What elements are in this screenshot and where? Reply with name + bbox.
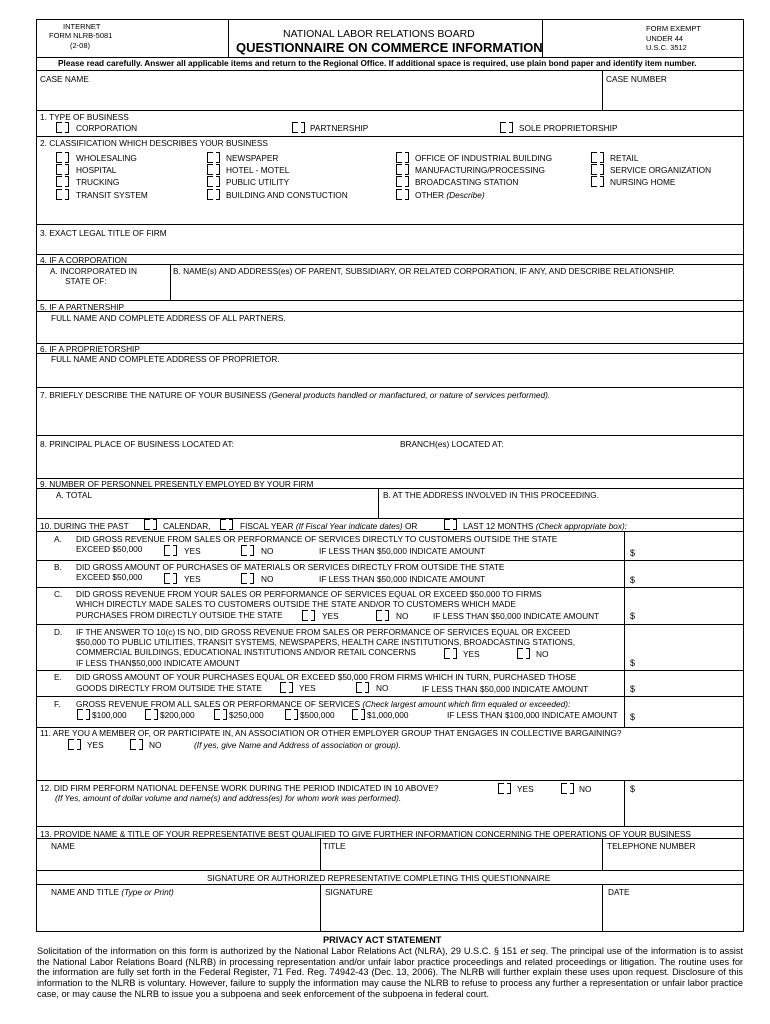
q10-e-if-label: IF LESS THAN $50,000 INDICATE AMOUNT	[422, 684, 589, 694]
q13-name-label: NAME	[51, 841, 75, 851]
q10-f-if-label: IF LESS THAN $100,000 INDICATE AMOUNT	[447, 710, 618, 720]
q10-e-no-checkbox[interactable]	[356, 682, 362, 693]
q2-manufacturing-checkbox[interactable]	[396, 164, 402, 175]
q10-a-line1: DID GROSS REVENUE FROM SALES OR PERFORMANCE OF SERVICES DIRECTLY TO CUSTOMERS OUTSIDE THE STATE	[76, 534, 558, 544]
q9-label: 9. NUMBER OF PERSONNEL PRESENTLY EMPLOYED BY YOUR FIRM	[40, 479, 314, 489]
q10-c-yes-label: YES	[322, 611, 339, 621]
q10-c-line3: PURCHASES FROM DIRECTLY OUTSIDE THE STATE	[76, 610, 283, 620]
q2-building-label: BUILDING AND CONSTUCTION	[226, 190, 348, 200]
q10-a-line2: EXCEED $50,000	[76, 544, 143, 554]
q2-wholesaling-checkbox[interactable]	[56, 152, 62, 163]
privacy-et-seq: et seq	[520, 946, 546, 956]
q10-last12-label: LAST 12 MONTHS (Check appropriate box):	[463, 521, 628, 531]
signature-heading: SIGNATURE OR AUTHORIZED REPRESENTATIVE COMPLETING THIS QUESTIONNAIRE	[207, 873, 551, 883]
q8-branch-label: BRANCH(es) LOCATED AT:	[400, 439, 504, 449]
q2-hotel-checkbox[interactable]	[207, 164, 213, 175]
q10-c-dollar: $	[630, 611, 636, 621]
instructions: Please read carefully. Answer all applicable items and return to the Regional Office. If additional space is required, use plain bond paper and identify item number.	[58, 58, 697, 68]
q10-fiscal-hint: (If Fiscal Year indicate dates)	[295, 521, 403, 531]
q2-manufacturing-label: MANUFACTURING/PROCESSING	[415, 165, 545, 175]
q2-building-checkbox[interactable]	[207, 189, 213, 200]
q10-b-letter: B.	[54, 562, 62, 572]
q4-label: 4. IF A CORPORATION	[40, 255, 127, 265]
q7-hint: (General products handled or manfactured, or nature of services performed).	[268, 390, 551, 400]
q10-f-line1: GROSS REVENUE FROM ALL SALES OR PERFORMANCE OF SERVICES (Check largest amount which firm equaled or exceeded):	[76, 699, 571, 709]
q2-hospital-checkbox[interactable]	[56, 164, 62, 175]
q10-c-yes-checkbox[interactable]	[302, 610, 308, 621]
q10-d-no-label: NO	[536, 649, 549, 659]
q13-phone-label: TELEPHONE NUMBER	[607, 841, 696, 851]
q8-label: 8. PRINCIPAL PLACE OF BUSINESS LOCATED AT:	[40, 439, 234, 449]
q1-partnership-checkbox[interactable]	[292, 122, 298, 133]
q10-d-yes-checkbox[interactable]	[444, 648, 450, 659]
q10-c-no-label: NO	[396, 611, 409, 621]
q10-calendar-checkbox[interactable]	[144, 519, 150, 530]
q2-office-checkbox[interactable]	[396, 152, 402, 163]
q10-f-letter: F.	[54, 699, 61, 709]
q10-c-line2: WHICH DIRECTLY MADE SALES TO CUSTOMERS OUTSIDE THE STATE AND/OR TO CUSTOMERS WHICH MADE	[76, 599, 516, 609]
q10-d-line4: IF LESS THAN$50,000 INDICATE AMOUNT	[76, 658, 240, 668]
q3-label: 3. EXACT LEGAL TITLE OF FIRM	[40, 228, 167, 238]
form-id-line2: FORM NLRB-5081	[49, 31, 113, 40]
q2-transit-label: TRANSIT SYSTEM	[76, 190, 148, 200]
q10-d-line1: IF THE ANSWER TO 10(c) IS NO, DID GROSS REVENUE FROM SALES OR PERFORMANCE OF SERVICES EQUAL OR EXCEED	[76, 627, 571, 637]
q10-b-no-label: NO	[261, 574, 274, 584]
q10-last12-checkbox[interactable]	[444, 519, 450, 530]
signature-date-label: DATE	[608, 887, 630, 897]
q10-d-yes-label: YES	[463, 649, 480, 659]
q11-yes-label: YES	[87, 740, 104, 750]
q2-office-label: OFFICE OF INDUSTRIAL BUILDING	[415, 153, 553, 163]
q1-corporation-label: CORPORATION	[76, 123, 138, 133]
q2-broadcasting-checkbox[interactable]	[396, 176, 402, 187]
q2-retail-label: RETAIL	[610, 153, 639, 163]
form-id-line3: (2-08)	[70, 41, 91, 50]
q12-hint: (If Yes, amount of dollar volume and name(s) and address(es) for whom work was performed).	[55, 793, 402, 803]
q10-f-100k-checkbox[interactable]	[77, 709, 83, 720]
q10-d-no-checkbox[interactable]	[517, 648, 523, 659]
q9-b-label: B. AT THE ADDRESS INVOLVED IN THIS PROCEEDING.	[383, 490, 599, 500]
q2-broadcasting-label: BROADCASTING STATION	[415, 177, 519, 187]
q10-e-line2: GOODS DIRECTLY FROM OUTSIDE THE STATE	[76, 683, 262, 693]
q1-partnership-label: PARTNERSHIP	[310, 123, 369, 133]
q10-b-yes-checkbox[interactable]	[164, 573, 170, 584]
exempt-line3: U.S.C. 3512	[646, 43, 687, 52]
q10-f-1m-checkbox[interactable]	[352, 709, 358, 720]
q10-e-dollar: $	[630, 684, 636, 694]
q2-service-checkbox[interactable]	[591, 164, 597, 175]
q2-hospital-label: HOSPITAL	[76, 165, 117, 175]
q12-no-checkbox[interactable]	[561, 783, 567, 794]
q7-label: 7. BRIEFLY DESCRIBE THE NATURE OF YOUR BUSINESS (General products handled or manfactured, or nature of services performed).	[40, 390, 551, 400]
q2-retail-checkbox[interactable]	[591, 152, 597, 163]
q2-service-label: SERVICE ORGANIZATION	[610, 165, 712, 175]
q2-wholesaling-label: WHOLESALING	[76, 153, 137, 163]
q10-b-if-label: IF LESS THAN $50,000 INDICATE AMOUNT	[319, 574, 486, 584]
q2-newspaper-checkbox[interactable]	[207, 152, 213, 163]
q10-b-line1: DID GROSS AMOUNT OF PURCHASES OF MATERIALS OR SERVICES DIRECTLY FROM OUTSIDE THE STATE	[76, 562, 505, 572]
q2-utility-checkbox[interactable]	[207, 176, 213, 187]
q1-sole-checkbox[interactable]	[500, 122, 506, 133]
exempt-line2: UNDER 44	[646, 34, 684, 43]
q10-a-no-label: NO	[261, 546, 274, 556]
signature-name-title-hint: (Type or Print)	[121, 887, 174, 897]
q10-c-letter: C.	[54, 589, 63, 599]
q10-fiscal-checkbox[interactable]	[220, 519, 226, 530]
q2-other-label: OTHER (Describe)	[415, 190, 485, 200]
q10-a-yes-checkbox[interactable]	[164, 545, 170, 556]
q10-fiscal-label: FISCAL YEAR (If Fiscal Year indicate dates) OR	[240, 521, 418, 531]
q2-trucking-label: TRUCKING	[76, 177, 120, 187]
q12-yes-label: YES	[517, 784, 534, 794]
privacy-body: Solicitation of the information on this form is authorized by the National Labor Relations Act (NLRA), 29 U.S.C. § 151 et seq. The principal use of the information is to assist the National Labor Relations Board (NLRB) in processing representation and/or unfair labor practice proceedings and related proceedings or litigation. The routine uses for the information are fully set forth in the Federal Register, 71 Fed. Reg. 74942-43 (Dec. 13, 2006). The NLRB will further explain these uses upon request. Disclosure of this information to the NLRB is voluntary. However, failure to supply the information may cause the NLRB to refuse to process any further a representation or unfair labor practice case, or may cause the NLRB to issue you a subpoena and seek enforcement of the subpoena in federal court.	[37, 946, 743, 999]
q2-trucking-checkbox[interactable]	[56, 176, 62, 187]
q5-label: 5. IF A PARTNERSHIP	[40, 302, 125, 312]
form-id-line1: INTERNET	[63, 22, 101, 31]
q10-f-250k-checkbox[interactable]	[214, 709, 220, 720]
privacy-heading: PRIVACY ACT STATEMENT	[323, 935, 442, 945]
q12-label: 12. DID FIRM PERFORM NATIONAL DEFENSE WORK DURING THE PERIOD INDICATED IN 10 ABOVE?	[40, 783, 439, 793]
q13-title-label: TITLE	[323, 841, 346, 851]
q11-no-label: NO	[149, 740, 162, 750]
q10-f-1m-label: $1,000,000	[367, 710, 409, 720]
q10-e-yes-label: YES	[299, 683, 316, 693]
q12-dollar: $	[630, 784, 636, 794]
q2-nursing-label: NURSING HOME	[610, 177, 676, 187]
q2-other-checkbox[interactable]	[396, 189, 402, 200]
q10-d-line3: COMMERCIAL BUILDINGS, EDUCATIONAL INSTITUTIONS AND/OR RETAIL CONCERNS	[76, 647, 416, 657]
q10-a-yes-label: YES	[184, 546, 201, 556]
q1-corporation-checkbox[interactable]	[56, 122, 62, 133]
q1-sole-label: SOLE PROPRIETORSHIP	[519, 123, 618, 133]
q10-e-line1: DID GROSS AMOUNT OF YOUR PURCHASES EQUAL OR EXCEED $50,000 FROM FIRMS WHICH IN TURN, PURCHASED THOSE	[76, 672, 577, 682]
q10-c-no-checkbox[interactable]	[376, 610, 382, 621]
q10-d-line2: $50,000 TO PUBLIC UTILITIES, TRANSIT SYSTEMS, NEWSPAPERS, HEALTH CARE INSTITUTIONS, BROADCASTING STATIONS,	[76, 637, 575, 647]
q2-newspaper-label: NEWSPAPER	[226, 153, 279, 163]
q6-sub: FULL NAME AND COMPLETE ADDRESS OF PROPRIETOR.	[51, 354, 280, 364]
q5-sub: FULL NAME AND COMPLETE ADDRESS OF ALL PARTNERS.	[51, 313, 286, 323]
form-title: QUESTIONNAIRE ON COMMERCE INFORMATION	[236, 40, 543, 55]
q2-utility-label: PUBLIC UTILITY	[226, 177, 290, 187]
q10-b-yes-label: YES	[184, 574, 201, 584]
q11-yes-checkbox[interactable]	[68, 739, 74, 750]
q11-hint: (If yes, give Name and Address of association or group).	[194, 740, 401, 750]
q10-f-200k-label: $200,000	[160, 710, 195, 720]
q10-calendar-label: CALENDAR,	[163, 521, 211, 531]
q10-e-letter: E.	[54, 672, 62, 682]
q2-other-hint: (Describe)	[446, 190, 485, 200]
q2-hotel-label: HOTEL - MOTEL	[226, 165, 290, 175]
q10-f-dollar: $	[630, 712, 636, 722]
q4-a-line2: STATE OF:	[65, 276, 107, 286]
q10-f-hint: (Check largest amount which firm equaled or exceeded):	[362, 699, 571, 709]
q1-label: 1. TYPE OF BUSINESS	[40, 112, 129, 122]
q10-b-dollar: $	[630, 575, 636, 585]
q10-intro: 10. DURING THE PAST	[40, 521, 129, 531]
q11-label: 11. ARE YOU A MEMBER OF, OR PARTICIPATE IN, AN ASSOCIATION OR OTHER EMPLOYER GROUP THAT ENGAGES IN COLLECTIVE BARGAINING?	[40, 728, 622, 738]
q10-a-dollar: $	[630, 548, 636, 558]
q10-b-no-checkbox[interactable]	[241, 573, 247, 584]
q10-f-500k-checkbox[interactable]	[285, 709, 291, 720]
signature-name-title-label: NAME AND TITLE (Type or Print)	[51, 887, 174, 897]
q10-c-if-label: IF LESS THAN $50,000 INDICATE AMOUNT	[433, 611, 600, 621]
q10-a-letter: A.	[54, 534, 62, 544]
q10-c-line1: DID GROSS REVENUE FROM YOUR SALES OR PERFORMANCE OF SERVICES EQUAL OR EXCEED $50,000 TO FIRMS	[76, 589, 542, 599]
q13-label: 13. PROVIDE NAME & TITLE OF YOUR REPRESENTATIVE BEST QUALIFIED TO GIVE FURTHER INFORMATION CONCERNING THE OPERATIONS OF YOUR BUSINESS	[40, 829, 691, 839]
q6-label: 6. IF A PROPRIETORSHIP	[40, 344, 140, 354]
q10-f-500k-label: $500,000	[300, 710, 335, 720]
q10-f-200k-checkbox[interactable]	[145, 709, 151, 720]
signature-label: SIGNATURE	[325, 887, 373, 897]
case-number-label: CASE NUMBER	[606, 74, 667, 84]
q11-no-checkbox[interactable]	[130, 739, 136, 750]
q4-a-line1: A. INCORPORATED IN	[50, 266, 137, 276]
q10-e-yes-checkbox[interactable]	[280, 682, 286, 693]
q10-e-no-label: NO	[376, 683, 389, 693]
q2-nursing-checkbox[interactable]	[591, 176, 597, 187]
case-name-label: CASE NAME	[40, 74, 89, 84]
agency-name: NATIONAL LABOR RELATIONS BOARD	[283, 28, 475, 40]
q2-transit-checkbox[interactable]	[56, 189, 62, 200]
q12-no-label: NO	[579, 784, 592, 794]
q2-label: 2. CLASSIFICATION WHICH DESCRIBES YOUR BUSINESS	[40, 138, 268, 148]
exempt-line1: FORM EXEMPT	[646, 24, 702, 33]
q12-yes-checkbox[interactable]	[498, 783, 504, 794]
q10-last12-hint: (Check appropriate box):	[535, 521, 628, 531]
q10-d-dollar: $	[630, 658, 636, 668]
q10-a-no-checkbox[interactable]	[241, 545, 247, 556]
q9-a-label: A. TOTAL	[56, 490, 92, 500]
q10-a-if-label: IF LESS THAN $50,000 INDICATE AMOUNT	[319, 546, 486, 556]
q4-b-label: B. NAME(s) AND ADDRESS(es) OF PARENT, SUBSIDIARY, OR RELATED CORPORATION, IF ANY, AND DESCRIBE RELATIONSHIP.	[173, 266, 675, 276]
q10-b-line2: EXCEED $50,000	[76, 572, 143, 582]
q10-d-letter: D.	[54, 627, 63, 637]
q10-f-250k-label: $250,000	[229, 710, 264, 720]
q10-f-100k-label: $100,000	[92, 710, 127, 720]
